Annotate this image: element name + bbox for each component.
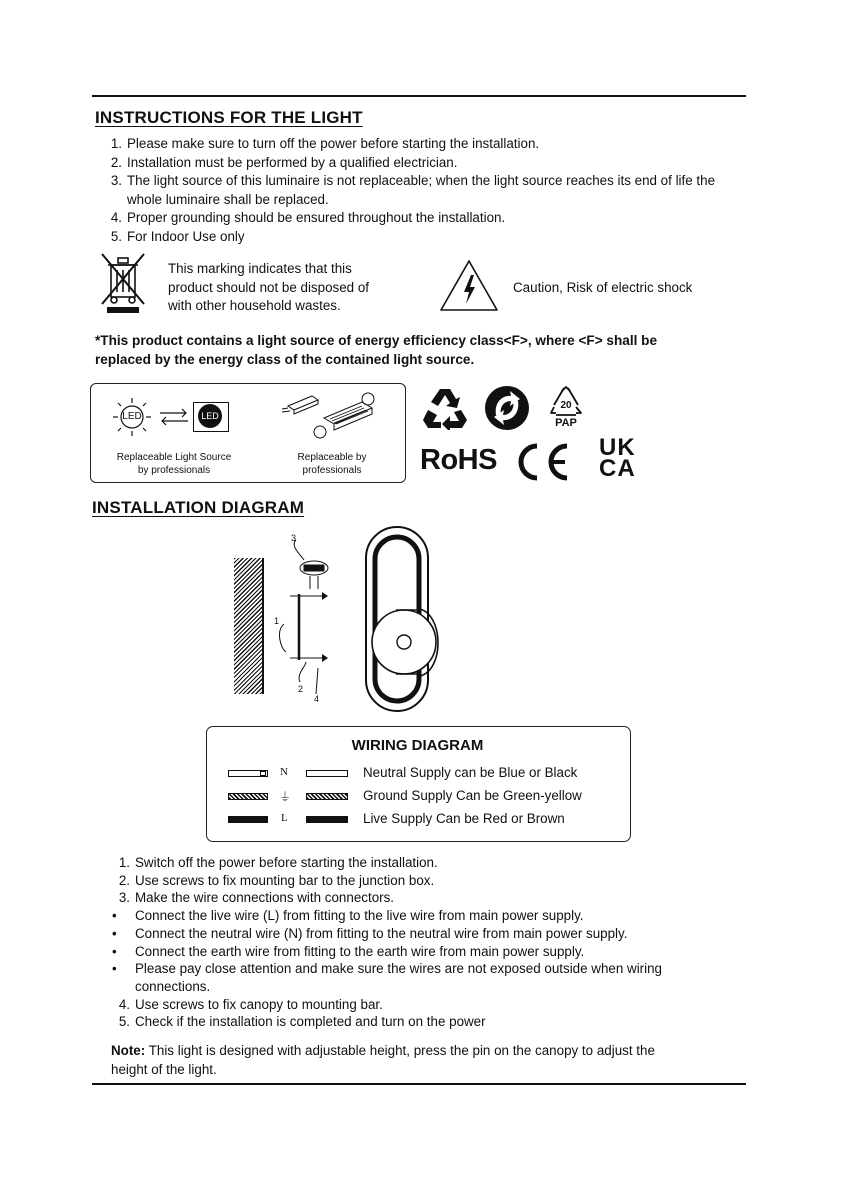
wall-line	[262, 558, 264, 694]
item-text: Make the wire connections with connectors.	[135, 890, 395, 906]
led-caption-2	[272, 451, 392, 477]
list-item	[108, 960, 738, 995]
caption-line: by professionals	[137, 465, 211, 476]
ukca-mark	[599, 434, 636, 482]
energy-line: replaced by the energy class of the contained light source.	[95, 351, 475, 367]
weee-text	[168, 260, 369, 316]
item-number: 1.	[110, 136, 122, 151]
recycle-icon	[422, 386, 468, 430]
list-item	[100, 228, 740, 247]
led-label: LED	[122, 411, 142, 422]
ground-wire	[228, 793, 268, 800]
item-text: Connect the neutral wire (N) from fitting to the neutral wire from main power supply.	[135, 925, 628, 941]
item-text: Proper grounding should be ensured throughout the installation.	[127, 210, 506, 225]
wire-letter-n: N	[280, 766, 288, 778]
led-dark-label: LED	[198, 404, 222, 428]
callout-2: 2	[298, 684, 304, 694]
list-item	[100, 209, 740, 228]
list-item	[108, 854, 738, 872]
top-rule	[92, 95, 746, 97]
item-text: Connect the earth wire from fitting to the earth wire from main power supply.	[135, 943, 585, 959]
caption-line: Replaceable by	[297, 452, 367, 463]
live-wire	[228, 816, 268, 823]
item-number: 3.	[118, 890, 130, 906]
wire-live-text: Live Supply Can be Red or Brown	[363, 811, 565, 826]
note-text: This light is designed with adjustable height, press the pin on the canopy to adjust the height of the light.	[111, 1043, 655, 1077]
item-number: 2.	[118, 872, 130, 888]
item-number: •	[112, 908, 117, 924]
bottom-rule	[92, 1083, 746, 1085]
item-text: For Indoor Use only	[127, 228, 245, 244]
ground-wire-main	[306, 793, 348, 800]
item-text: Please make sure to turn off the power before starting the installation.	[127, 136, 540, 151]
list-item	[108, 889, 738, 907]
ground-symbol-icon: ⏚	[279, 790, 292, 804]
crossed-bin-icon	[98, 252, 150, 314]
item-text: Connect the live wire (L) from fitting to the live wire from main power supply.	[135, 908, 584, 924]
item-number: 2.	[110, 154, 122, 170]
item-number: •	[112, 925, 117, 941]
live-wire-main	[306, 816, 348, 823]
list-item	[100, 154, 740, 173]
neutral-wire-main	[306, 770, 348, 777]
item-number: 4.	[110, 210, 122, 225]
item-number: 5.	[110, 228, 122, 244]
weee-line: product should not be disposed of	[168, 279, 370, 295]
wire-letter-l: L	[281, 812, 288, 824]
callout-1: 1	[274, 616, 280, 626]
item-number: 3.	[110, 173, 122, 188]
rohs-mark: RoHS	[420, 444, 497, 476]
wall-light-illustration	[360, 524, 460, 714]
caption-line: Replaceable Light Source	[116, 452, 232, 463]
item-number: 5.	[118, 1014, 130, 1030]
item-text: Installation must be performed by a qualified electrician.	[127, 154, 458, 170]
mounting-exploded-view	[270, 534, 336, 704]
instructions-list	[100, 135, 740, 246]
pap-number: 20	[560, 400, 572, 411]
item-number: 1.	[118, 855, 130, 870]
list-item	[108, 1013, 738, 1031]
installation-steps	[108, 854, 738, 1031]
note-label: Note:	[111, 1043, 146, 1058]
list-item	[108, 996, 738, 1014]
wire-neutral-text: Neutral Supply can be Blue or Black	[363, 765, 578, 780]
green-dot-icon	[484, 385, 530, 431]
weee-line: with other household wastes.	[168, 298, 341, 313]
callout-4: 4	[314, 694, 320, 704]
item-text: The light source of this luminaire is not replaceable; when the light source reaches its end of life the whole luminaire shall be replaced.	[127, 173, 716, 207]
item-number: 4.	[118, 996, 130, 1012]
energy-line: *This product contains a light source of energy efficiency class<F>, where <F> shall be	[95, 333, 658, 348]
callout-3: 3	[291, 533, 297, 543]
item-text: Use screws to fix mounting bar to the junction box.	[135, 872, 435, 888]
wiring-title: WIRING DIAGRAM	[351, 737, 484, 754]
list-item	[108, 943, 738, 961]
wire-ground-text: Ground Supply Can be Green-yellow	[363, 788, 582, 803]
caution-text: Caution, Risk of electric shock	[513, 280, 693, 295]
list-item	[100, 135, 740, 154]
item-number: •	[112, 961, 117, 977]
led-caption-1	[104, 451, 244, 477]
ukca-line: CA	[599, 455, 636, 482]
energy-class-note	[95, 332, 735, 369]
list-item	[100, 172, 740, 209]
item-text: Use screws to fix canopy to mounting bar.	[135, 996, 383, 1012]
swap-arrows-icon	[158, 408, 190, 426]
weee-line: This marking indicates that this	[168, 261, 352, 276]
adjustable-height-note	[111, 1042, 671, 1079]
wall-hatch	[234, 558, 262, 694]
caption-line: professionals	[302, 465, 362, 476]
ce-mark-icon	[512, 443, 572, 481]
page-title: INSTRUCTIONS FOR THE LIGHT	[95, 108, 363, 127]
list-item	[108, 925, 738, 943]
electric-shock-icon	[438, 258, 500, 314]
item-number: •	[112, 943, 117, 959]
driver-module-icon	[280, 388, 380, 440]
list-item	[108, 907, 738, 925]
installation-title: INSTALLATION DIAGRAM	[92, 498, 305, 517]
item-text: Switch off the power before starting the installation.	[135, 855, 438, 870]
list-item	[108, 872, 738, 890]
neutral-wire-tip	[260, 771, 266, 776]
pap-label: PAP	[555, 417, 577, 429]
item-text: Check if the installation is completed and turn on the power	[135, 1014, 486, 1030]
item-text: Please pay close attention and make sure the wires are not exposed outside when wiring connections.	[135, 961, 663, 994]
ukca-line: UK	[599, 434, 636, 461]
